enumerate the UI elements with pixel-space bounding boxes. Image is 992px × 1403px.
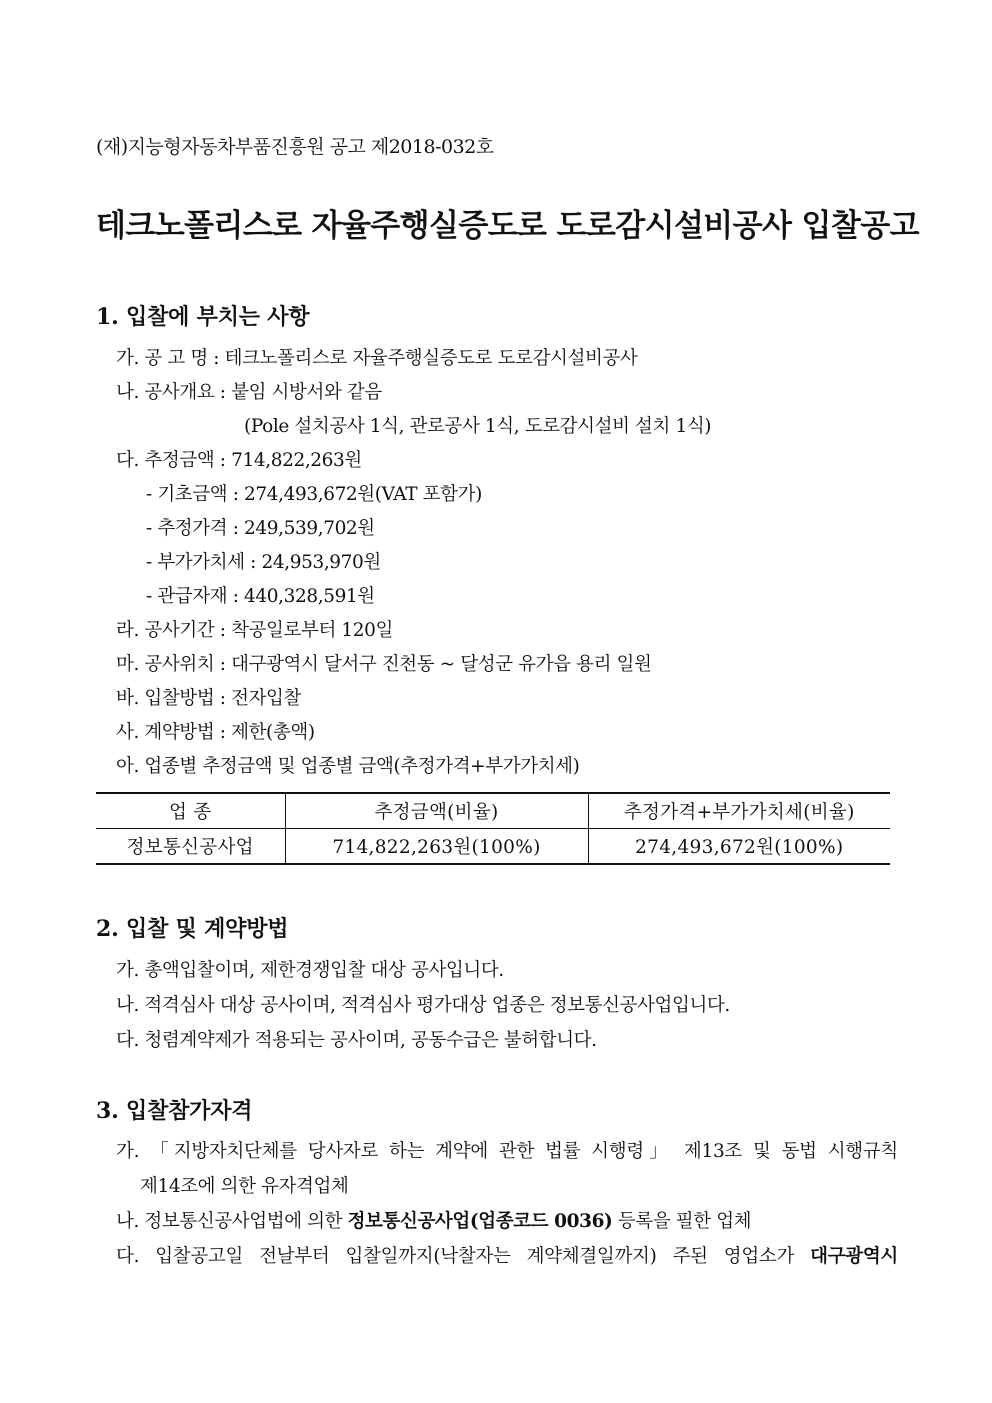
table-header-cell: 업 종	[96, 793, 285, 829]
sub-base-amount: - 기초금액 : 274,493,672원(VAT 포함가)	[146, 484, 482, 505]
section-1-heading: 1. 입찰에 부치는 사항	[96, 304, 310, 330]
registration-prefix: 나. 정보통신공사업법에 의한	[116, 1211, 348, 1232]
item-registration	[116, 1207, 751, 1233]
item-contract-method: 사. 계약방법 : 제한(총액)	[116, 722, 315, 743]
item-construction-location: 마. 공사위치 : 대구광역시 달서구 진천동 ~ 달성군 유가읍 용리 일원	[116, 654, 652, 675]
item-lump-sum-bidding: 가. 총액입찰이며, 제한경쟁입찰 대상 공사입니다.	[116, 960, 504, 981]
item-notice-name: 가. 공 고 명 : 테크노폴리스로 자율주행실증도로 도로감시설비공사	[116, 348, 638, 369]
table-header-row	[96, 793, 890, 829]
item-estimated-amount: 다. 추정금액 : 714,822,263원	[116, 450, 362, 471]
table-cell: 274,493,672원(100%)	[588, 829, 890, 865]
sub-government-materials: - 관급자재 : 440,328,591원	[146, 586, 375, 607]
registration-suffix: 등록을 필한 업체	[612, 1211, 752, 1232]
business-location-prefix: 다. 입찰공고일 전날부터 입찰일까지(낙찰자는 계약체결일까지) 주된 영업소가	[116, 1246, 811, 1267]
item-qualification-law: 가. 「지방자치단체를 당사자로 하는 계약에 관한 법률 시행령」 제13조 및 동법 시행규칙	[116, 1141, 898, 1162]
table-header-cell: 추정금액(비율)	[285, 793, 588, 829]
item-qualification-law-cont: 제14조에 의한 유자격업체	[140, 1176, 349, 1197]
item-overview: 나. 공사개요 : 붙임 시방서와 같음	[116, 382, 382, 403]
section-3-heading: 3. 입찰참가자격	[96, 1098, 253, 1124]
item-bidding-method: 바. 입찰방법 : 전자입찰	[116, 688, 301, 709]
sub-estimated-price: - 추정가격 : 249,539,702원	[146, 518, 375, 539]
item-construction-period: 라. 공사기간 : 착공일로부터 120일	[116, 620, 394, 641]
notice-number: (재)지능형자동차부품진흥원 공고 제2018-032호	[96, 136, 494, 158]
item-integrity-contract: 다. 청렴계약제가 적용되는 공사이며, 공동수급은 불허합니다.	[116, 1030, 597, 1051]
document-title: 테크노폴리스로 자율주행실증도로 도로감시설비공사 입찰공고	[96, 208, 919, 244]
item-industry-amounts: 아. 업종별 추정금액 및 업종별 금액(추정가격+부가가치세)	[116, 756, 580, 777]
table-header-cell: 추정가격+부가가치세(비율)	[588, 793, 890, 829]
industry-amount-table	[96, 792, 890, 865]
item-business-location	[116, 1242, 898, 1268]
item-overview-detail: (Pole 설치공사 1식, 관로공사 1식, 도로감시설비 설치 1식)	[244, 416, 712, 437]
table-row	[96, 829, 890, 865]
business-location-city: 대구광역시	[810, 1246, 898, 1267]
item-eligibility-review: 나. 적격심사 대상 공사이며, 적격심사 평가대상 업종은 정보통신공사업입니다.	[116, 995, 730, 1016]
table-cell: 714,822,263원(100%)	[285, 829, 588, 865]
section-2-heading: 2. 입찰 및 계약방법	[96, 916, 289, 942]
registration-code-bold: 정보통신공사업(업종코드 0036)	[347, 1211, 613, 1232]
table-cell: 정보통신공사업	[96, 829, 285, 865]
sub-vat: - 부가가치세 : 24,953,970원	[146, 552, 381, 573]
